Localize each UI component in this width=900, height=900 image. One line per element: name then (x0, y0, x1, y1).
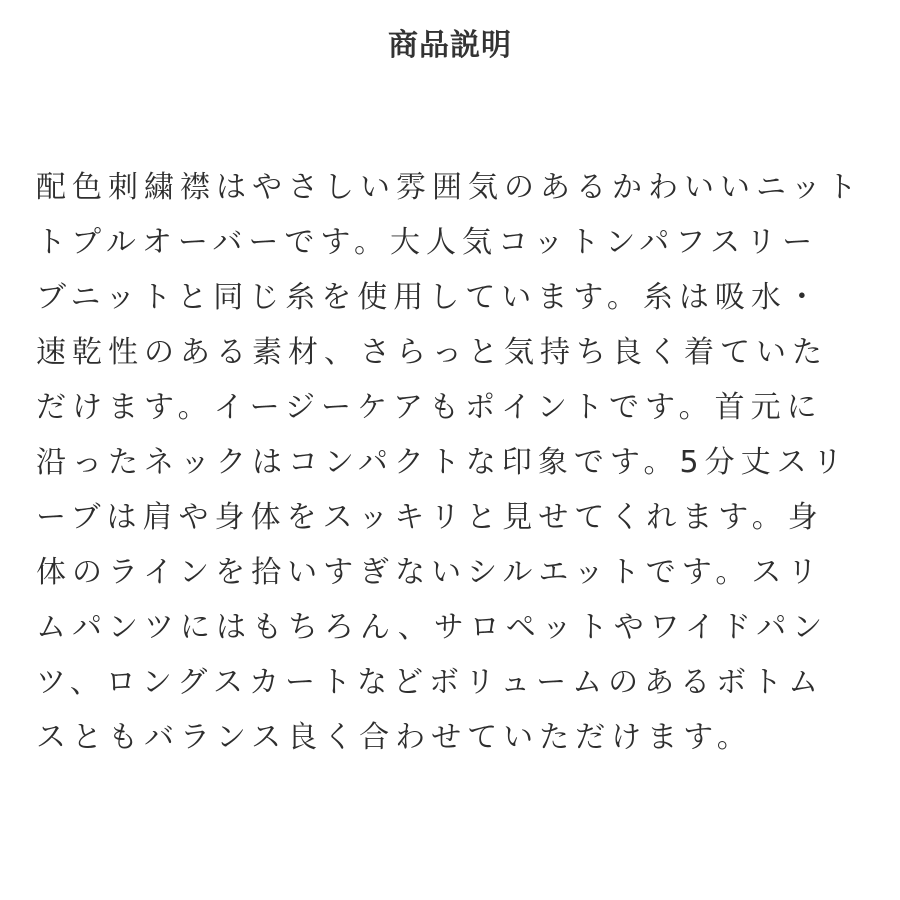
description-line: 沿ったネックはコンパクトな印象です。5分丈スリ (36, 445, 849, 480)
description-line: 体のラインを拾いすぎないシルエットです。スリ (36, 555, 824, 590)
description-line: ーブは肩や身体をスッキリと見せてくれます。身 (36, 500, 824, 535)
description-line: ブニットと同じ糸を使用しています。糸は吸水・ (36, 280, 823, 315)
description-line: スともバランス良く合わせていただけます。 (36, 720, 753, 755)
description-text (36, 160, 866, 765)
description-line: ツ、ロングスカートなどボリュームのあるボトム (36, 665, 825, 700)
description-line: 速乾性のある素材、さらっと気持ち良く着ていた (36, 335, 828, 370)
description-line: 配色刺繍襟はやさしい雰囲気のあるかわいいニット (36, 170, 863, 205)
description-line: トプルオーバーです。大人気コットンパフスリー (36, 225, 819, 260)
description-line: ムパンツにはもちろん、サロペットやワイドパン (36, 610, 829, 645)
section-heading: 商品説明 (388, 28, 512, 63)
description-line: だけます。イージーケアもポイントです。首元に (36, 390, 823, 425)
